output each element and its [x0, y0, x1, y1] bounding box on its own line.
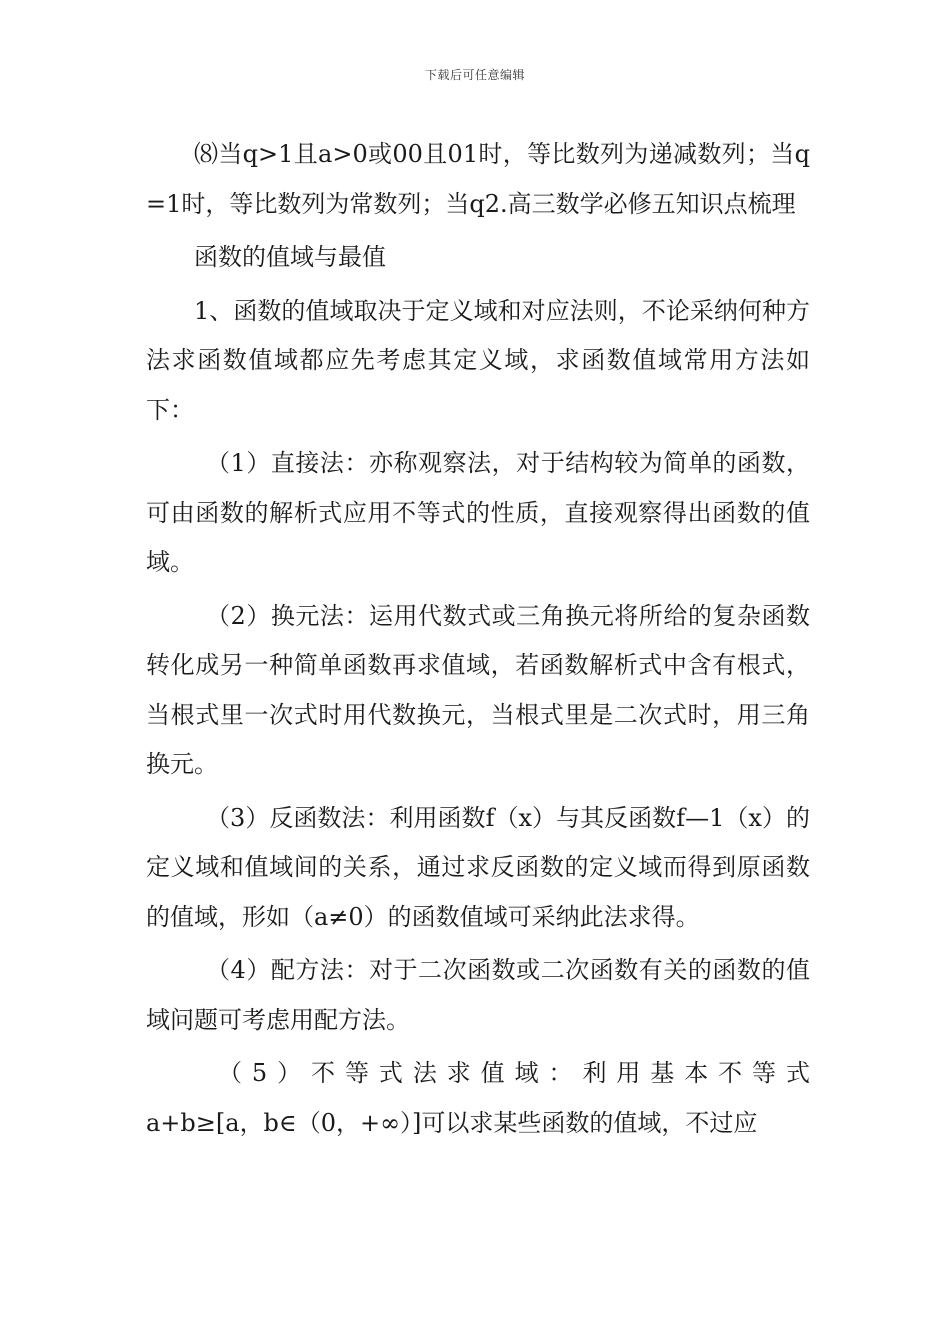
- paragraph-geometric-sequence: ⑻当q>1且a>0或00且01时，等比数列为递减数列；当q=1时，等比数列为常数列；当q2.高三数学必修五知识点梳理: [146, 140, 810, 218]
- inequality-method-line-2: a+b≥[a，b∈（0，+∞）]可以求某些函数的值域，不过应: [146, 1108, 758, 1137]
- inequality-method-line-1: （5）不等式法求值域：利用基本不等式: [218, 1059, 810, 1087]
- paragraph-direct-method: （1）直接法：亦称观察法，对于结构较为简单的函数，可由函数的解析式应用不等式的性质，直接观察得出函数的值域。: [146, 449, 810, 576]
- paragraph-range-intro: 1、函数的值域取决于定义域和对应法则，不论采纳何种方法求函数值域都应先考虑其定义域，求函数值域常用方法如下：: [146, 296, 810, 424]
- paragraph-inequality-method: [146, 1049, 810, 1148]
- paragraph-completing-square-method: （4）配方法：对于二次函数或二次函数有关的函数的值域问题可考虑用配方法。: [146, 956, 810, 1034]
- page-header-note: 下载后可任意编辑: [424, 68, 525, 82]
- paragraph-inverse-function-method: （3）反函数法：利用函数f（x）与其反函数f—1（x）的定义域和值域间的关系，通过求反函数的定义域而得到原函数的值域，形如（a≠0）的函数值域可采纳此法求得。: [146, 803, 810, 931]
- paragraph-substitution-method: （2）换元法：运用代数式或三角换元将所给的复杂函数转化成另一种简单函数再求值域，若函数解析式中含有根式，当根式里一次式时用代数换元，当根式里是二次式时，用三角换元。: [146, 601, 810, 778]
- section-heading-range-and-extrema: 函数的值域与最值: [194, 243, 386, 271]
- document-body: [146, 130, 810, 1148]
